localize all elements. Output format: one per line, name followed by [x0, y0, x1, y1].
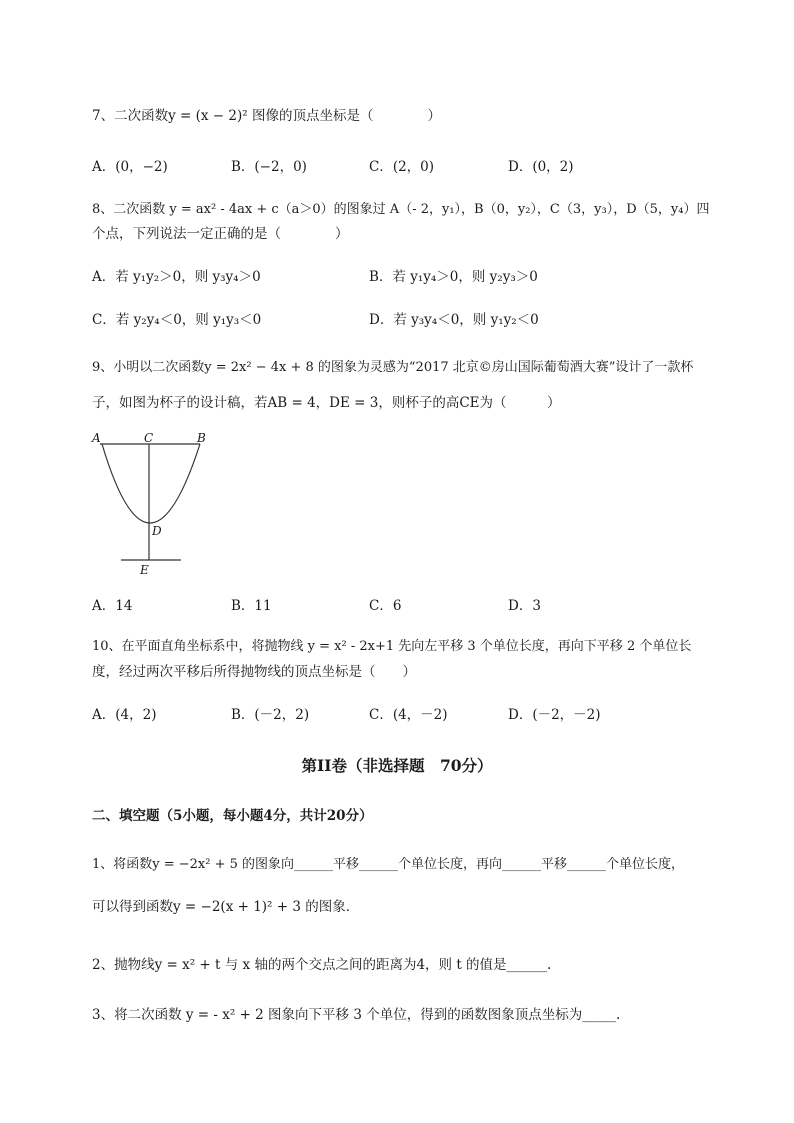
q7-option-a: A．(0，−2) [92, 159, 168, 175]
q10-option-a: A．(4，2) [92, 707, 157, 723]
q7-text: 7、二次函数y = (x − 2)² 图像的顶点坐标是（ ） [92, 108, 441, 124]
cup-design-figure [90, 428, 206, 578]
q9-option-a: A．14 [92, 598, 133, 614]
section2-title: 第II卷（非选择题 70分） [301, 756, 493, 775]
q8-option-a: A．若 y₁y₂＞0，则 y₃y₄＞0 [92, 269, 261, 285]
label-c: C [144, 431, 154, 445]
parabola-curve [102, 444, 200, 523]
q7-option-b: B．(−2，0) [231, 159, 307, 175]
q8-option-c: C．若 y₂y₄＜0，则 y₁y₃＜0 [92, 312, 262, 328]
q10-text-line1: 10、在平面直角坐标系中，将抛物线 y = x² - 2x+1 先向左平移 3 个单位长度，再向下平移 2 个单位长 [92, 639, 692, 654]
f1-text-line1: 1、将函数y = −2x² + 5 的图象向______平移______个单位长度，再向______平移______个单位长度， [92, 857, 685, 872]
label-b: B [197, 431, 206, 445]
f2-text: 2、抛物线y = x² + t 与 x 轴的两个交点之间的距离为4，则 t 的值是______. [92, 957, 552, 973]
q9-text-line2: 子，如图为杯子的设计稿，若AB = 4，DE = 3，则杯子的高CE为（ ） [92, 395, 561, 411]
q8-text-line2: 个点，下列说法一定正确的是（ ） [92, 226, 349, 242]
q8-text-line1: 8、二次函数 y = ax² - 4ax + c（a＞0）的图象过 A（- 2，y₁），B（0，y₂），C（3，y₃），D（5，y₄）四 [92, 202, 710, 217]
q10-option-b: B．(－2，2) [231, 707, 310, 723]
q7-option-c: C．(2，0) [369, 159, 435, 175]
q10-text-line2: 度，经过两次平移后所得抛物线的顶点坐标是（ ） [92, 664, 416, 680]
q9-option-b: B．11 [231, 598, 272, 614]
q9-text-line1: 9、小明以二次函数y = 2x² − 4x + 8 的图象为灵感为“2017 北京©房山国际葡萄酒大赛”设计了一款杯 [92, 360, 694, 375]
q10-option-d: D．(－2，－2) [508, 707, 601, 723]
label-d: D [152, 524, 162, 538]
f1-text-line2: 可以得到函数y = −2(x + 1)² + 3 的图象． [92, 899, 360, 915]
q8-option-d: D．若 y₃y₄＜0，则 y₁y₂＜0 [369, 312, 539, 328]
fill-in-heading: 二、填空题（5小题，每小题4分，共计20分） [92, 808, 373, 824]
q10-option-c: C．(4，－2) [369, 707, 448, 723]
q8-option-b: B．若 y₁y₄＞0，则 y₂y₃＞0 [369, 269, 538, 285]
q9-option-d: D．3 [508, 598, 541, 614]
f3-text: 3、将二次函数 y = - x² + 2 图象向下平移 3 个单位，得到的函数图象顶点坐标为_____. [92, 1007, 621, 1023]
label-a: A [92, 431, 101, 445]
q7-option-d: D．(0，2) [508, 159, 574, 175]
label-e: E [140, 563, 149, 577]
q9-option-c: C．6 [369, 598, 402, 614]
